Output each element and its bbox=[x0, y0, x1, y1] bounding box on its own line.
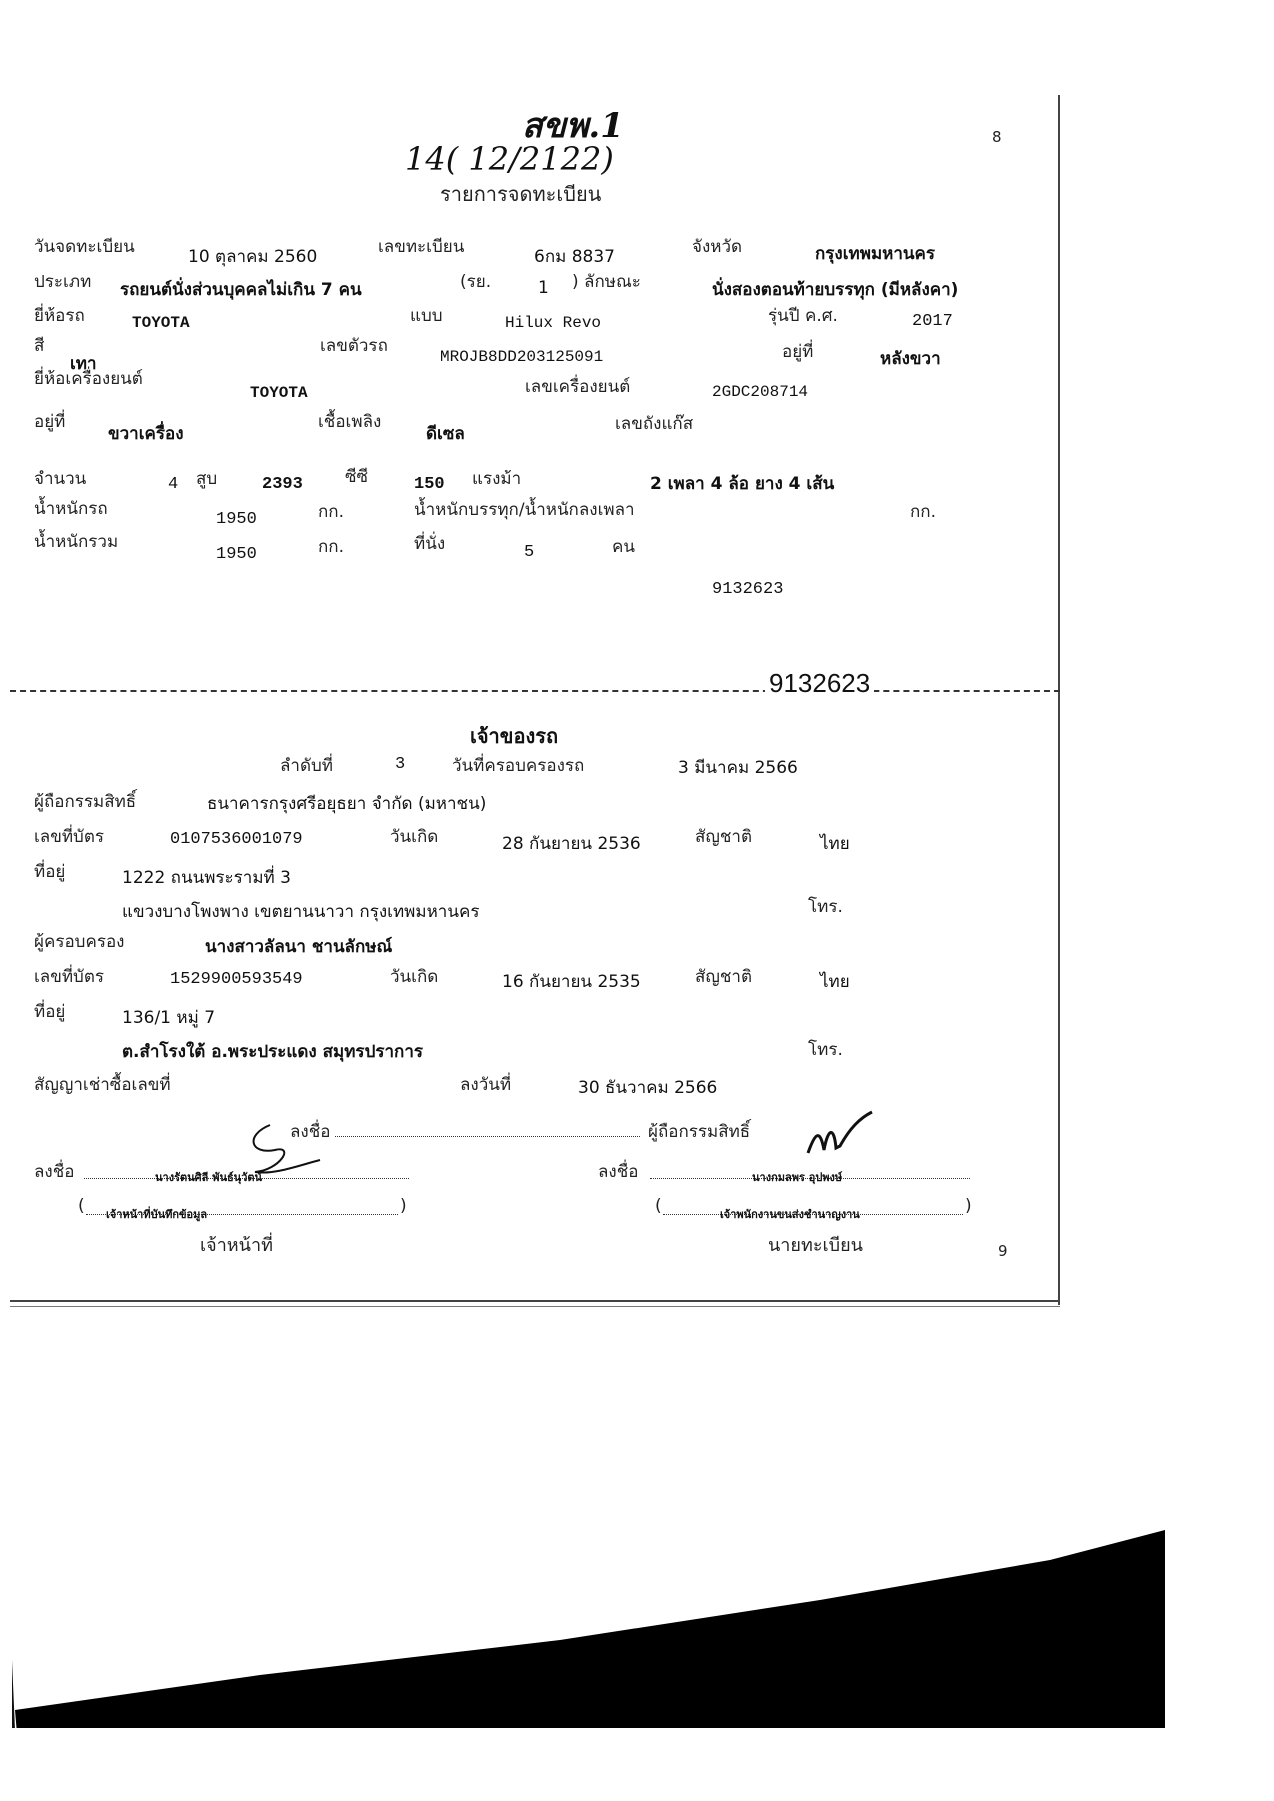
officer-role-open: ( bbox=[78, 1196, 85, 1216]
holder-nationality-label: สัญชาติ bbox=[695, 827, 752, 847]
holder-label: ผู้ถือกรรมสิทธิ์ bbox=[34, 792, 137, 812]
possessor-birth: 16 กันยายน 2535 bbox=[502, 972, 641, 992]
engine-brand-label: ยี่ห้อเครื่องยนต์ bbox=[34, 369, 143, 389]
reg-date-label: วันจดทะเบียน bbox=[34, 237, 135, 257]
sign-center-label: ลงชื่อ bbox=[290, 1122, 331, 1142]
seats: 5 bbox=[524, 543, 535, 562]
persons-label: คน bbox=[612, 537, 635, 557]
seats-label: ที่นั่ง bbox=[414, 534, 446, 554]
cc-label: ซีซี bbox=[345, 467, 369, 487]
cylinders: 4 bbox=[168, 475, 179, 494]
possessor-nationality: ไทย bbox=[820, 972, 850, 992]
possession-date-label: วันที่ครอบครองรถ bbox=[452, 756, 585, 776]
weight-unit-3: กก. bbox=[318, 537, 344, 557]
tear-divider bbox=[10, 690, 1060, 692]
weight-unit-2: กก. bbox=[910, 502, 936, 522]
vehicle-weight: 1950 bbox=[216, 510, 257, 529]
possessor-name: นางสาวลัลนา ชานลักษณ์ bbox=[205, 937, 393, 957]
officer-name: นางรัตนศิลี พันธ์นุวัตน์ bbox=[155, 1171, 263, 1184]
holder-address-2: แขวงบางโพงพาง เขตยานนาวา กรุงเทพมหานคร bbox=[122, 902, 480, 922]
fuel: ดีเซล bbox=[426, 424, 465, 444]
plate: 6กม 8837 bbox=[534, 247, 615, 267]
model-label: แบบ bbox=[410, 306, 443, 326]
reg-date: 10 ตุลาคม 2560 bbox=[188, 247, 318, 267]
brand-label: ยี่ห้อรถ bbox=[34, 306, 85, 326]
color-label: สี bbox=[34, 336, 45, 356]
possessor-phone-label: โทร. bbox=[808, 1040, 843, 1060]
sequence-label: ลำดับที่ bbox=[280, 756, 334, 776]
load-weight-label: น้ำหนักบรรทุก/น้ำหนักลงเพลา bbox=[414, 500, 635, 520]
contract-date-label: ลงวันที่ bbox=[460, 1075, 512, 1095]
sign-right-label: ลงชื่อ bbox=[598, 1162, 639, 1182]
holder-signature-label: ผู้ถือกรรมสิทธิ์ bbox=[648, 1122, 751, 1142]
page-right-border bbox=[1058, 95, 1060, 1305]
possessor-address-2: ต.สำโรงใต้ อ.พระประแดง สมุทรปราการ bbox=[122, 1042, 424, 1062]
engine-location: ขวาเครื่อง bbox=[108, 424, 184, 444]
chassis-location-label: อยู่ที่ bbox=[782, 342, 814, 362]
vehicle-type: รถยนต์นั่งส่วนบุคคลไม่เกิน 7 คน bbox=[120, 280, 362, 300]
possessor-id: 1529900593549 bbox=[170, 970, 303, 989]
holder-birth-label: วันเกิด bbox=[390, 827, 439, 847]
possessor-id-label: เลขที่บัตร bbox=[34, 967, 105, 987]
chassis-label: เลขตัวรถ bbox=[320, 336, 388, 356]
brand: TOYOTA bbox=[132, 314, 190, 332]
holder-birth: 28 กันยายน 2536 bbox=[502, 834, 641, 854]
divider-code: 9132623 bbox=[765, 668, 874, 699]
year-label: รุ่นปี ค.ศ. bbox=[768, 306, 838, 326]
holder-id: 0107536001079 bbox=[170, 830, 303, 849]
contract-label: สัญญาเช่าซื้อเลขที่ bbox=[34, 1075, 171, 1095]
type-label: ประเภท bbox=[34, 272, 92, 292]
engine-number: 2GDC208714 bbox=[712, 383, 809, 401]
plate-label: เลขทะเบียน bbox=[378, 237, 465, 257]
chassis-number: MROJB8DD203125091 bbox=[440, 348, 604, 366]
document-code: 9132623 bbox=[712, 580, 784, 599]
holder-address-1: 1222 ถนนพระรามที่ 3 bbox=[122, 868, 291, 888]
document-title: รายการจดทะเบียน bbox=[440, 182, 602, 206]
rs-code: 1 bbox=[538, 278, 549, 298]
page-number-bottom: 9 bbox=[998, 1242, 1008, 1260]
engine-number-label: เลขเครื่องยนต์ bbox=[525, 377, 631, 397]
possessor-address-label: ที่อยู่ bbox=[34, 1002, 66, 1022]
scan-shadow bbox=[0, 1150, 1274, 1801]
possessor-nationality-label: สัญชาติ bbox=[695, 967, 752, 987]
registrar-role-close: ) bbox=[965, 1196, 972, 1216]
horsepower: 150 bbox=[414, 475, 445, 494]
sequence-number: 3 bbox=[395, 755, 406, 774]
holder-nationality: ไทย bbox=[820, 834, 850, 854]
registrar-name: นางกมลพร อุปพงษ์ bbox=[752, 1171, 843, 1184]
possessor-birth-label: วันเกิด bbox=[390, 967, 439, 987]
possessor-address-1: 136/1 หมู่ 7 bbox=[122, 1008, 216, 1028]
model-year: 2017 bbox=[912, 312, 953, 331]
weight-unit-1: กก. bbox=[318, 502, 344, 522]
registrar-title: นายทะเบียน bbox=[768, 1235, 863, 1256]
fuel-label: เชื้อเพลิง bbox=[318, 412, 382, 432]
handwritten-reference: 14( 12/2122) bbox=[405, 140, 614, 178]
weight-label: น้ำหนักรถ bbox=[34, 499, 108, 519]
vehicle-style: นั่งสองตอนท้ายบรรทุก (มีหลังคา) bbox=[712, 280, 959, 300]
contract-date: 30 ธันวาคม 2566 bbox=[578, 1078, 718, 1098]
possessor-label: ผู้ครอบครอง bbox=[34, 932, 125, 952]
officer-title: เจ้าหน้าที่ bbox=[200, 1235, 273, 1256]
registrar-role-open: ( bbox=[655, 1196, 662, 1216]
possession-date: 3 มีนาคม 2566 bbox=[678, 758, 798, 778]
gross-weight-label: น้ำหนักรวม bbox=[34, 532, 119, 552]
page-lower-margin bbox=[0, 1728, 1274, 1801]
officer-role: เจ้าหน้าที่บันทึกข้อมูล bbox=[106, 1208, 208, 1221]
axles-wheels: 2 เพลา 4 ล้อ ยาง 4 เส้น bbox=[650, 474, 835, 494]
engine-location-label: อยู่ที่ bbox=[34, 412, 66, 432]
province-label: จังหวัด bbox=[692, 237, 743, 257]
sign-center-line bbox=[335, 1120, 640, 1137]
sign-left-label: ลงชื่อ bbox=[34, 1162, 75, 1182]
chassis-location: หลังขวา bbox=[880, 349, 941, 369]
holder-id-label: เลขที่บัตร bbox=[34, 827, 105, 847]
engine-brand: TOYOTA bbox=[250, 384, 308, 402]
cylinders-label: สูบ bbox=[196, 469, 218, 489]
style-label: ) ลักษณะ bbox=[572, 272, 641, 292]
owner-section-title: เจ้าของรถ bbox=[470, 724, 559, 748]
page-number-top: 8 bbox=[992, 128, 1002, 146]
registrar-role: เจ้าพนักงานขนส่งชำนาญงาน bbox=[720, 1208, 860, 1221]
officer-role-close: ) bbox=[400, 1196, 407, 1216]
rs-label: (รย. bbox=[460, 272, 492, 292]
holder-name: ธนาคารกรุงศรีอยุธยา จำกัด (มหาชน) bbox=[207, 794, 487, 814]
model: Hilux Revo bbox=[505, 314, 602, 332]
gas-tank-label: เลขถังแก๊ส bbox=[615, 414, 694, 434]
color: เทา bbox=[70, 354, 97, 374]
form-code: สขพ.1 bbox=[522, 106, 624, 146]
holder-address-label: ที่อยู่ bbox=[34, 862, 66, 882]
engine-cc: 2393 bbox=[262, 475, 303, 494]
holder-phone-label: โทร. bbox=[808, 897, 843, 917]
gross-weight: 1950 bbox=[216, 545, 257, 564]
province: กรุงเทพมหานคร bbox=[815, 244, 936, 264]
count-label: จำนวน bbox=[34, 469, 87, 489]
horsepower-label: แรงม้า bbox=[472, 469, 522, 489]
